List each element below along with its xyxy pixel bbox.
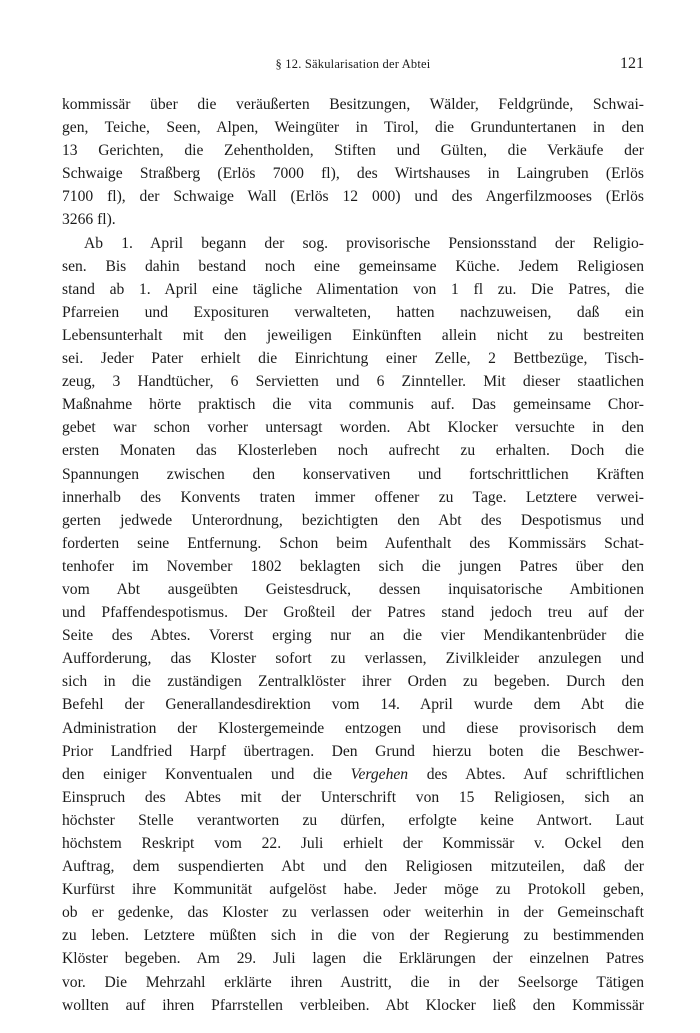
text-line: Lebensunterhalt mit den jeweiligen Einkünften allein nicht zu bestreiten	[62, 326, 644, 344]
text-line: sich in die zuständigen Zentralklöster ihrer Orden zu begeben. Durch den	[62, 673, 644, 691]
text-line: Schwaige Straßberg (Erlös 7000 fl), des Wirtshauses in Laingruben (Erlös	[62, 165, 644, 183]
text-line: 3266 fl).	[62, 211, 116, 229]
text-line: kommissär über die veräußerten Besitzungen, Wälder, Feldgründe, Schwai-	[62, 96, 644, 113]
text-line: und Pfaffendespotismus. Der Großteil der Patres stand jedoch treu auf der	[62, 604, 644, 622]
text-line: sei. Jeder Pater erhielt die Einrichtung einer Zelle, 2 Bettbezüge, Tisch-	[62, 350, 644, 368]
text-line: Seite des Abtes. Vorerst erging nur an die vier Mendikantenbrüder die	[62, 627, 644, 645]
text-line: stand ab 1. April eine tägliche Alimentation von 1 fl zu. Die Patres, die	[62, 280, 644, 298]
text-line: gerten jedwede Unterordnung, bezichtigten den Abt des Despotismus und	[62, 511, 644, 529]
text-line: Spannungen zwischen den konservativen und fortschrittlichen Kräften	[62, 465, 644, 483]
text-line: höchstem Reskript vom 22. Juli erhielt der Kommissär v. Ockel den	[62, 835, 644, 852]
text-line: 7100 fl), der Schwaige Wall (Erlös 12 000) und des Angerfilzmooses (Erlös	[62, 188, 644, 206]
text-line: Prior Landfried Harpf übertragen. Den Grund hierzu boten die Beschwer-	[62, 742, 644, 760]
text-line: 13 Gerichten, die Zehentholden, Stiften und Gülten, die Verkäufe der	[62, 142, 644, 160]
text-line: höchster Stelle verantworten zu dürfen, erfolgte keine Antwort. Laut	[62, 811, 644, 829]
text-line: Administration der Klostergemeinde entzogen und diese provisorisch dem	[62, 719, 644, 737]
text-line: vor. Die Mehrzahl erklärte ihren Austritt, die in der Seelsorge Tätigen	[62, 973, 644, 991]
text-line: tenhofer im November 1802 beklagten sich die jungen Patres über den	[62, 557, 644, 575]
emphasized-word: Vergehen	[350, 765, 409, 783]
text-line: ob er gedenke, das Kloster zu verlassen oder weiterhin in der Gemeinschaft	[62, 904, 644, 922]
text-line: wollten auf ihren Pfarrstellen verbleiben. Abt Klocker ließ den Kommissär	[62, 996, 644, 1014]
text-line: sen. Bis dahin bestand noch eine gemeinsame Küche. Jedem Religiosen	[62, 257, 644, 275]
text-line: Ab 1. April begann der sog. provisorische Pensionsstand der Religio-	[84, 234, 644, 252]
text-line: Kurfürst ihre Kommunität aufgelöst habe. Jeder möge zu Protokoll geben,	[62, 881, 644, 899]
text-line: Maßnahme hörte praktisch die vita communis auf. Das gemeinsame Chor-	[62, 396, 644, 414]
text-line: zu leben. Letztere müßten sich in die von der Regierung zu bestimmenden	[62, 927, 644, 945]
text-line: gen, Teiche, Seen, Alpen, Weingüter in Tirol, die Grunduntertanen in den	[62, 119, 644, 137]
text-line: Pfarreien und Exposituren verwalteten, hatten nachzuweisen, daß ein	[62, 303, 644, 321]
running-title: § 12. Säkularisation der Abtei	[275, 57, 431, 71]
paragraph-2	[62, 232, 644, 1017]
text-line: Einspruch des Abtes mit der Unterschrift von 15 Religiosen, sich an	[62, 788, 644, 806]
text-line: Auftrag, dem suspendierten Abt und den Religiosen mitzuteilen, daß der	[62, 858, 644, 876]
text-line: Aufforderung, das Kloster sofort zu verlassen, Zivilkleider anzulegen und	[62, 650, 644, 668]
text-line: vom Abt ausgeübten Geistesdruck, dessen inquisatorische Ambitionen	[62, 580, 644, 598]
text-line: Befehl der Generallandesdirektion vom 14. April wurde dem Abt die	[62, 696, 644, 714]
body-text	[62, 93, 644, 1017]
text-line: Klöster begeben. Am 29. Juli lagen die Erklärungen der einzelnen Patres	[62, 950, 644, 968]
text-line: gebet war schon vorher untersagt worden. Abt Klocker versuchte in den	[62, 419, 644, 437]
text-line: innerhalb des Konvents traten immer offener zu Tage. Letztere verwei-	[62, 488, 644, 506]
paragraph-1	[62, 93, 644, 232]
text-line: ersten Monaten das Klosterleben noch aufrecht zu erhalten. Doch die	[62, 442, 644, 460]
text-line-with-emphasis: den einiger Konventualen und die Vergehen des Abtes. Auf schriftlichen	[62, 765, 644, 783]
page-number: 121	[620, 55, 644, 72]
text-line: forderten seine Entfernung. Schon beim Aufenthalt des Kommissärs Schat-	[62, 534, 644, 552]
text-line: zeug, 3 Handtücher, 6 Servietten und 6 Zinnteller. Mit dieser staatlichen	[62, 373, 644, 391]
running-head	[62, 55, 644, 77]
